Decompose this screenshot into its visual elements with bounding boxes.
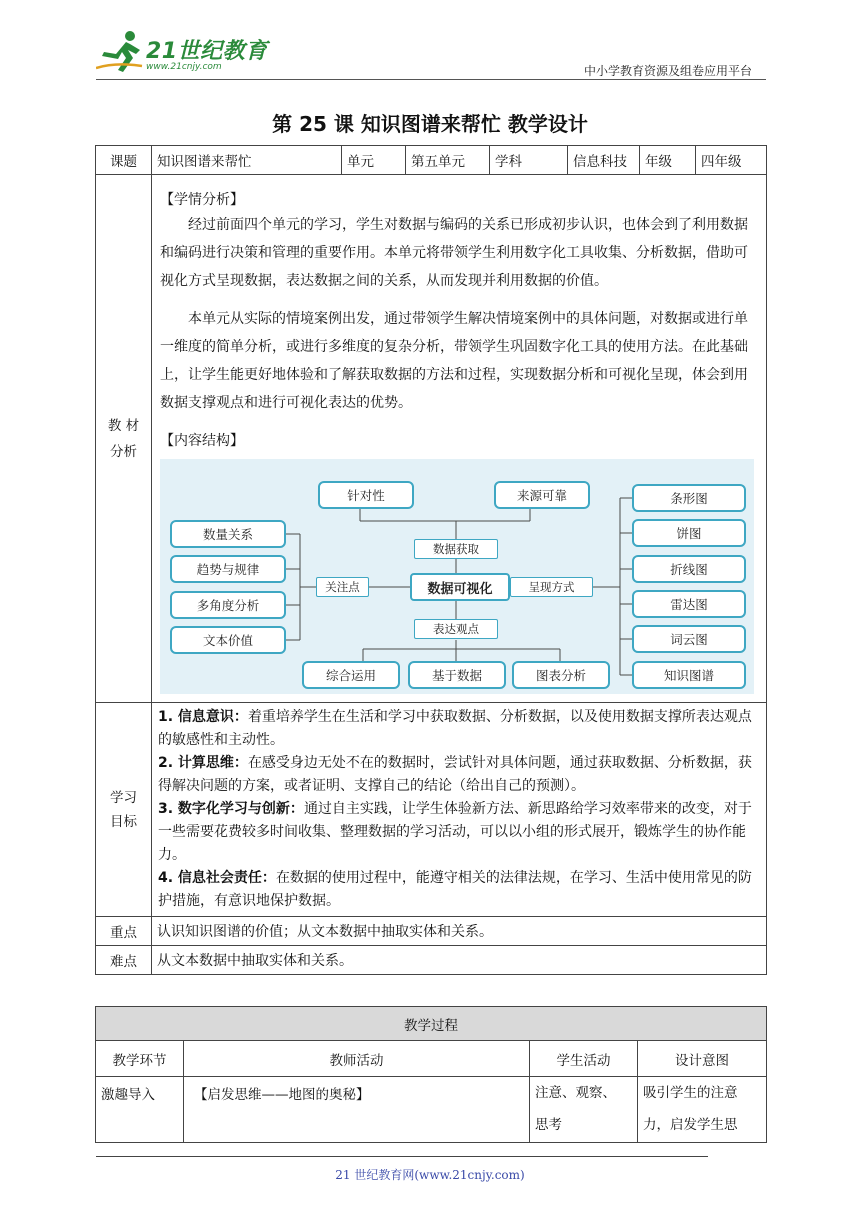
platform-name: 中小学教育资源及组卷应用平台 (583, 64, 752, 78)
learning-analysis-heading: 【学情分析】 (160, 192, 244, 208)
key-point-row (96, 917, 767, 946)
goals-content (152, 703, 767, 917)
node-targeted: 针对性 (318, 481, 414, 509)
unit-value: 第五单元 (406, 146, 490, 175)
teacher-activity-cell: 【启发思维——地图的奥秘】 (184, 1077, 530, 1143)
node-line-chart: 折线图 (632, 555, 746, 583)
subject-label: 学科 (490, 146, 568, 175)
topic-label: 课题 (96, 146, 152, 175)
goal-item: 4. 信息社会责任：在数据的使用过程中，能遵守相关的法律法规，在学习、生活中使用常见的防护措施，有意识地保护数据。 (158, 870, 752, 909)
goal-item: 3. 数字化学习与创新：通过自主实践，让学生体验新方法、新思路给学习效率带来的改变，对于一些需要花费较多时间收集、整理数据的学习活动，可以以小组的形式展开，锻炼学生的协作能力。 (158, 801, 752, 863)
topic-value: 知识图谱来帮忙 (152, 146, 342, 175)
analysis-content (152, 175, 767, 703)
process-title-row (96, 1007, 767, 1041)
runner-logo-icon (96, 28, 146, 74)
process-row (96, 1077, 767, 1143)
node-trends-patterns: 趋势与规律 (170, 555, 286, 583)
unit-label: 单元 (342, 146, 406, 175)
difficulty-label: 难点 (96, 946, 152, 975)
process-title: 教学过程 (96, 1007, 767, 1041)
node-reliable-source: 来源可靠 (494, 481, 590, 509)
node-bar-chart: 条形图 (632, 484, 746, 512)
header-divider (96, 79, 766, 80)
node-pie-chart: 饼图 (632, 519, 746, 547)
node-quantity-relation: 数量关系 (170, 520, 286, 548)
node-presentation: 呈现方式 (510, 577, 593, 597)
subject-value: 信息科技 (568, 146, 640, 175)
node-comprehensive-use: 综合运用 (302, 661, 400, 689)
node-radar-chart: 雷达图 (632, 590, 746, 618)
footer-text: 21 世纪教育网(www.21cnjy.com) (335, 1168, 525, 1182)
key-point-text: 认识知识图谱的价值；从文本数据中抽取实体和关系。 (152, 917, 767, 946)
difficulty-row (96, 946, 767, 975)
content-structure-heading: 【内容结构】 (160, 433, 244, 449)
student-activity-cell: 注意、观察、 思考 (530, 1077, 638, 1143)
node-text-value: 文本价值 (170, 626, 286, 654)
header-design-intent: 设计意图 (638, 1041, 767, 1077)
node-word-cloud: 词云图 (632, 625, 746, 653)
header-teacher-activity: 教师活动 (184, 1041, 530, 1077)
node-chart-analysis: 图表分析 (512, 661, 610, 689)
goals-label: 学习 目标 (96, 703, 152, 917)
analysis-label: 教 材 分析 (96, 175, 152, 703)
node-multi-angle: 多角度分析 (170, 591, 286, 619)
node-data-acquisition: 数据获取 (414, 539, 498, 559)
logo-text: 21世纪教育 (146, 39, 268, 64)
footer-divider (96, 1156, 708, 1157)
document-title: 第 25 课 知识图谱来帮忙 教学设计 (272, 112, 588, 136)
goal-item: 2. 计算思维：在感受身边无处不在的数据时，尝试针对具体问题，通过获取数据、分析数据，获得解决问题的方案，或者证明、支撑自己的结论（给出自己的预测）。 (158, 755, 752, 794)
node-data-based: 基于数据 (408, 661, 506, 689)
analysis-paragraph-2: 本单元从实际的情境案例出发，通过带领学生解决情境案例中的具体问题，对数据或进行单一维度的简单分析，或进行多维度的复杂分析，带领学生巩固数字化工具的使用方法。在此基础上，让学生能更好地体验和了解获取数据的方法和过程，实现数据分析和可视化呈现，体会到用数据支撑观点和进行可视化表达的优势。 (160, 311, 748, 411)
header-stage: 教学环节 (96, 1041, 184, 1077)
node-knowledge-graph: 知识图谱 (632, 661, 746, 689)
grade-value: 四年级 (696, 146, 767, 175)
teaching-process-table (95, 1006, 767, 1143)
key-point-label: 重点 (96, 917, 152, 946)
difficulty-text: 从文本数据中抽取实体和关系。 (152, 946, 767, 975)
content-structure-diagram (160, 459, 754, 694)
goals-row (96, 703, 767, 917)
node-focus: 关注点 (316, 577, 369, 597)
lesson-plan-table (95, 145, 767, 975)
grade-label: 年级 (640, 146, 696, 175)
analysis-paragraph-1: 经过前面四个单元的学习，学生对数据与编码的关系已形成初步认识，也体会到了利用数据和编码进行决策和管理的重要作用。本单元将带领学生利用数字化工具收集、分析数据，借助可视化方式呈现数据，表达数据之间的关系，从而发现并利用数据的价值。 (160, 217, 748, 289)
node-express-opinion: 表达观点 (414, 619, 498, 639)
node-data-visualization: 数据可视化 (410, 573, 510, 601)
design-intent-cell: 吸引学生的注意 力，启发学生思 (638, 1077, 767, 1143)
process-header-row (96, 1041, 767, 1077)
info-row (96, 146, 767, 175)
logo-url: www.21cnjy.com (146, 62, 222, 72)
analysis-row (96, 175, 767, 703)
stage-cell: 激趣导入 (96, 1077, 184, 1143)
header-student-activity: 学生活动 (530, 1041, 638, 1077)
goal-item: 1. 信息意识：着重培养学生在生活和学习中获取数据、分析数据，以及使用数据支撑所表达观点的敏感性和主动性。 (158, 709, 752, 748)
